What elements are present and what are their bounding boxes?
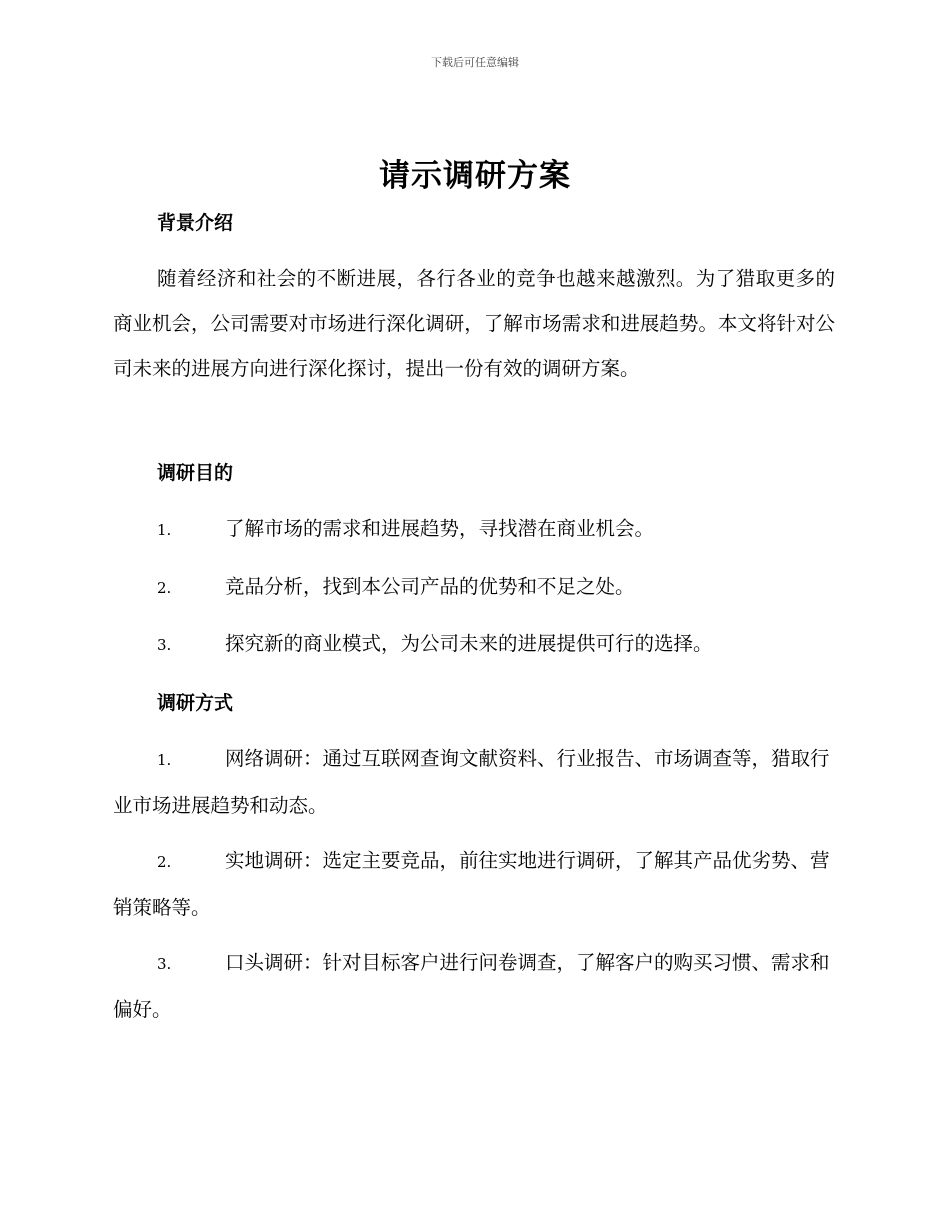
purpose-list-item [113,506,835,553]
list-number: 3. [157,955,172,973]
list-text: 网络调研：通过互联网查询文献资料、行业报告、市场调查等，猎取行业市场进展趋势和动态。 [113,747,830,817]
section-heading-purpose: 调研目的 [157,462,234,484]
list-number: 1. [157,751,172,769]
list-text: 探究新的商业模式，为公司未来的进展提供可行的选择。 [225,632,713,655]
section-heading-methods: 调研方式 [157,692,234,714]
list-number: 3. [157,636,172,654]
list-text: 口头调研：针对目标客户进行问卷调查，了解客户的购买习惯、需求和偏好。 [113,951,830,1021]
list-text: 了解市场的需求和进展趋势，寻找潜在商业机会。 [225,517,655,540]
list-text: 实地调研：选定主要竞品，前往实地进行调研，了解其产品优劣势、营销策略等。 [113,849,830,919]
list-number: 2. [157,579,172,597]
purpose-list-item [113,621,835,668]
list-number: 1. [157,521,172,539]
document-title: 请示调研方案 [379,158,571,194]
section-heading-background: 背景介绍 [157,212,234,234]
page-header-note: 下载后可任意编辑 [431,56,519,69]
methods-list-item [113,736,835,828]
list-text: 竞品分析，找到本公司产品的优势和不足之处。 [225,575,635,598]
purpose-list-item [113,564,835,611]
background-paragraph: 随着经济和社会的不断进展，各行各业的竞争也越来越激烈。为了猎取更多的商业机会，公司需要对市场进行深化调研，了解市场需求和进展趋势。本文将针对公司未来的进展方向进行深化探讨，提出一份有效的调研方案。 [113,267,835,380]
methods-list-item [113,838,835,930]
methods-list-item [113,940,835,1032]
list-number: 2. [157,853,172,871]
